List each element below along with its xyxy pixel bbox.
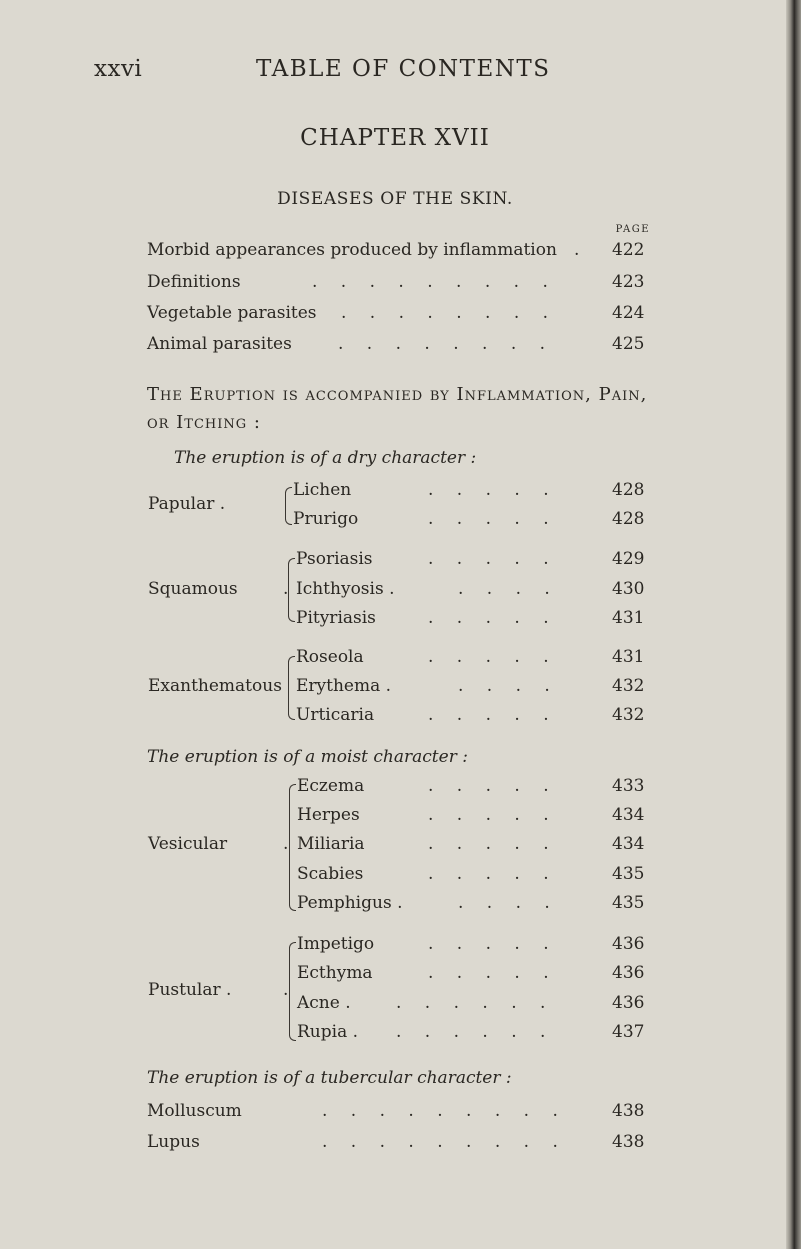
toc-leader: . . . . . [428,776,549,796]
toc-item: Ichthyosis . [296,579,395,599]
page-edge [786,0,801,1249]
group-label-pustular: Pustular . [148,980,232,1000]
toc-entry-text: Morbid appearances produced by inflammation [147,240,557,260]
toc-page: 436 [612,993,645,1013]
toc-page: 423 [612,272,645,292]
toc-entry-text: Definitions [147,272,241,292]
toc-leader: . . . . . . . . . [322,1132,558,1152]
brace-icon [288,656,295,720]
subsection-heading-dry: The eruption is of a dry character : [174,448,477,468]
toc-leader: . . . . . . [396,1022,546,1042]
toc-page: 437 [612,1022,645,1042]
brace-icon [289,942,296,1041]
label-dot: . [283,579,289,599]
toc-leader: . . . . . . . . [338,334,546,354]
toc-leader: . . . . . . . . . [322,1101,558,1121]
group-label-squamous: Squamous [148,579,238,599]
toc-entry-text: Vegetable parasites [147,303,317,323]
toc-page: 431 [612,647,645,667]
toc-item: Miliaria [297,834,365,854]
toc-leader: . . . . . [428,647,549,667]
toc-page: 428 [612,480,645,500]
toc-item: Roseola [296,647,364,667]
toc-leader: . . . . [458,893,550,913]
toc-leader: . . . . . [428,934,549,954]
group-label-papular: Papular . [148,494,226,514]
toc-item: Ecthyma [297,963,373,983]
brace-icon [285,487,292,525]
toc-item: Pemphigus . [297,893,403,913]
toc-item: Lupus [147,1132,200,1152]
toc-page: 435 [612,893,645,913]
toc-leader: . . . . . [428,705,549,725]
toc-item: Eczema [297,776,365,796]
toc-page: 435 [612,864,645,884]
toc-item: Psoriasis [296,549,373,569]
toc-page: 434 [612,834,645,854]
toc-page: 438 [612,1132,645,1152]
chapter-title: DISEASES OF THE SKIN. [277,189,513,209]
toc-page: 430 [612,579,645,599]
toc-entry-text: Animal parasites [147,334,292,354]
toc-page: 424 [612,303,645,323]
toc-page: 432 [612,705,645,725]
toc-page: 436 [612,934,645,954]
toc-page: 434 [612,805,645,825]
subsection-heading-moist: The eruption is of a moist character : [147,747,468,767]
group-label-exanthematous: Exanthematous [148,676,282,696]
toc-leader: . . . . . [428,864,549,884]
section-heading-line2: or Itching : [147,412,261,433]
toc-item: Prurigo [293,509,359,529]
toc-leader: . . . . . [428,480,549,500]
toc-leader: . . . . . . . . . [312,272,548,292]
toc-item: Acne . [297,993,351,1013]
toc-page: 428 [612,509,645,529]
page-column-label: PAGE [615,224,650,235]
toc-leader: . . . . [458,579,550,599]
label-dot: . [283,980,289,1000]
brace-icon [288,558,295,622]
toc-page: 431 [612,608,645,628]
toc-page: 422 [612,240,645,260]
toc-leader: . . . . . [428,509,549,529]
toc-page: 425 [612,334,645,354]
subsection-heading-tubercular: The eruption is of a tubercular character : [147,1068,512,1088]
toc-item: Impetigo [297,934,375,954]
toc-item: Lichen [293,480,352,500]
toc-page: 429 [612,549,645,569]
toc-leader: . . . . . [428,963,549,983]
toc-page: 433 [612,776,645,796]
toc-item: Urticaria [296,705,375,725]
toc-leader: . . . . . [428,608,549,628]
toc-leader: . . . . . [428,805,549,825]
running-title: TABLE OF CONTENTS [256,56,551,82]
toc-item: Herpes [297,805,360,825]
group-label-vesicular: Vesicular [148,834,228,854]
toc-item: Erythema . [296,676,392,696]
section-heading-line1: The Eruption is accompanied by Inflammation, Pain, [147,384,648,405]
brace-icon [289,784,296,911]
page-numeral: xxvi [94,56,143,82]
toc-item: Molluscum [147,1101,242,1121]
toc-page: 432 [612,676,645,696]
toc-page: 436 [612,963,645,983]
toc-item: Scabies [297,864,364,884]
toc-leader: . . . . [458,676,550,696]
toc-leader: . [574,240,580,260]
label-dot: . [283,834,289,854]
chapter-heading: CHAPTER XVII [300,125,490,151]
toc-leader: . . . . . [428,834,549,854]
toc-leader: . . . . . [428,549,549,569]
toc-item: Rupia . [297,1022,359,1042]
toc-leader: . . . . . . [396,993,546,1013]
toc-page: 438 [612,1101,645,1121]
toc-leader: . . . . . . . . [341,303,549,323]
toc-item: Pityriasis [296,608,376,628]
